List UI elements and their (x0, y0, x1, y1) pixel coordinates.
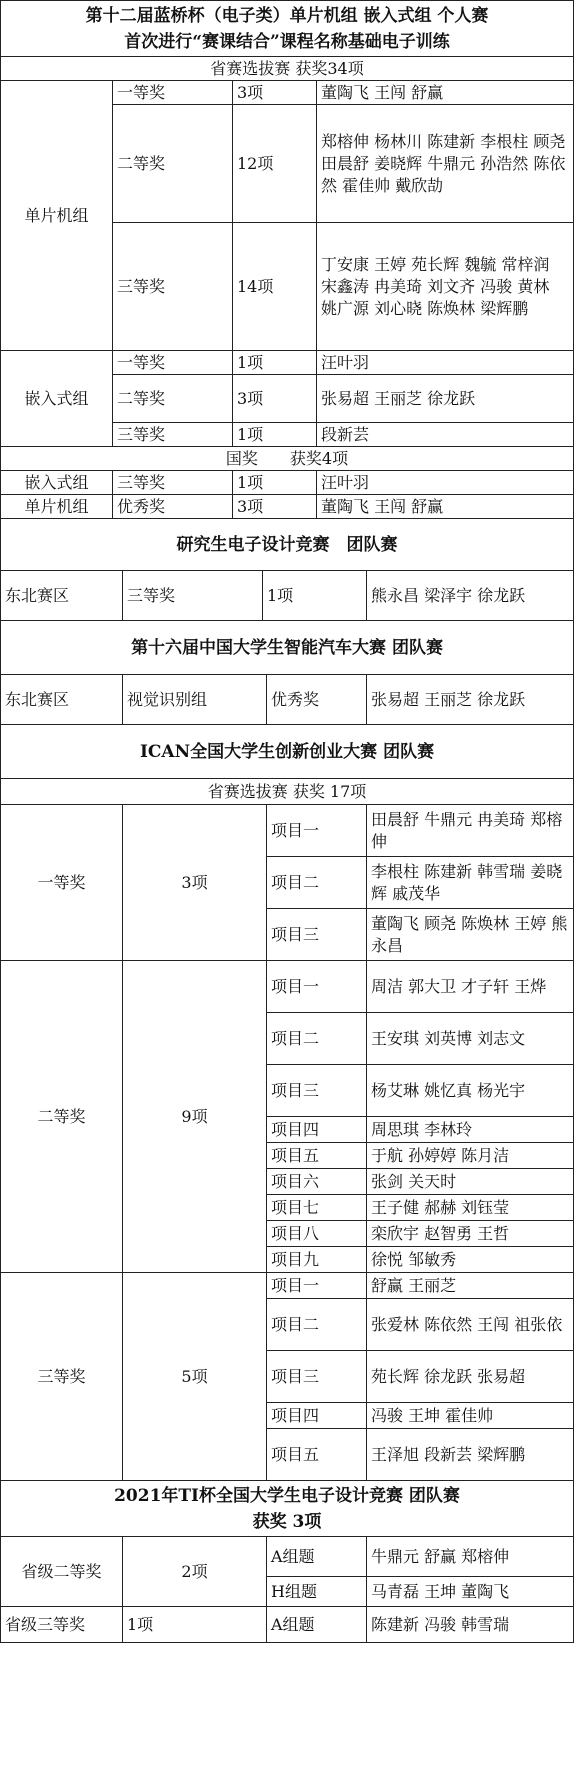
award-count: 1项 (233, 423, 317, 447)
award-level: 二等奖 (113, 375, 233, 423)
project-members: 冯骏 王坤 霍佳帅 (367, 1403, 574, 1429)
title-line-2: 获奖 3项 (252, 1511, 322, 1532)
project-members: 徐悦 邹敏秀 (367, 1247, 574, 1273)
national-header: 国奖 获奖4项 (1, 447, 574, 471)
project-members: 张剑 关天时 (367, 1169, 574, 1195)
project-members: 舒赢 王丽芝 (367, 1273, 574, 1299)
award-count: 1项 (233, 351, 317, 375)
project-members: 栾欣宇 赵智勇 王哲 (367, 1221, 574, 1247)
ti-cup-table (0, 1480, 574, 1643)
smart-car-table (0, 620, 574, 725)
award-count: 3项 (123, 805, 267, 961)
group-name: 单片机组 (1, 495, 113, 519)
project-name: 项目三 (267, 909, 367, 961)
award-level: 二等奖 (113, 105, 233, 223)
section-title: 研究生电子设计竞赛 团队赛 (1, 519, 574, 571)
team-members: 陈建新 冯骏 韩雪瑞 (367, 1607, 574, 1643)
award-names: 张易超 王丽芝 徐龙跃 (317, 375, 574, 423)
award-count: 12项 (233, 105, 317, 223)
project-name: 项目四 (267, 1117, 367, 1143)
project-members: 李根柱 陈建新 韩雪瑞 姜晓辉 戚茂华 (367, 857, 574, 909)
award-level: 优秀奖 (113, 495, 233, 519)
section-title (1, 1, 574, 57)
award-names: 董陶飞 王闯 舒赢 (317, 81, 574, 105)
project-name: 项目一 (267, 961, 367, 1013)
award-count: 5项 (123, 1273, 267, 1481)
ican-contest-table (0, 724, 574, 1481)
provincial-header: 省赛选拔赛 获奖 17项 (1, 779, 574, 805)
project-name: 项目三 (267, 1351, 367, 1403)
project-members: 董陶飞 顾尧 陈焕林 王婷 熊永昌 (367, 909, 574, 961)
project-members: 田晨舒 牛鼎元 冉美琦 郑榕伸 (367, 805, 574, 857)
award-level: 三等奖 (113, 471, 233, 495)
award-count: 14项 (233, 223, 317, 351)
topic: A组题 (267, 1537, 367, 1577)
project-members: 于航 孙婷婷 陈月洁 (367, 1143, 574, 1169)
award-count: 1项 (263, 571, 367, 621)
award-count: 1项 (233, 471, 317, 495)
project-name: 项目二 (267, 1299, 367, 1351)
project-members: 周洁 郭大卫 才子轩 王烨 (367, 961, 574, 1013)
lanqiao-cup-table (0, 0, 574, 519)
award-count: 9项 (123, 961, 267, 1273)
project-name: 项目一 (267, 1273, 367, 1299)
topic: H组题 (267, 1577, 367, 1607)
award-names: 段新芸 (317, 423, 574, 447)
award-level: 省级三等奖 (1, 1607, 123, 1643)
award-level: 一等奖 (113, 81, 233, 105)
award-level: 省级二等奖 (1, 1537, 123, 1607)
award-count: 3项 (233, 375, 317, 423)
award-count: 2项 (123, 1537, 267, 1607)
project-name: 项目五 (267, 1429, 367, 1481)
project-name: 项目一 (267, 805, 367, 857)
section-title (1, 1481, 574, 1537)
group-name: 嵌入式组 (1, 471, 113, 495)
graduate-contest-table (0, 518, 574, 621)
group-name: 视觉识别组 (123, 675, 267, 725)
award-names: 董陶飞 王闯 舒赢 (317, 495, 574, 519)
project-members: 张爱林 陈依然 王闯 祖张依 (367, 1299, 574, 1351)
region: 东北赛区 (1, 571, 123, 621)
project-name: 项目七 (267, 1195, 367, 1221)
award-names: 汪叶羽 (317, 471, 574, 495)
award-names: 汪叶羽 (317, 351, 574, 375)
award-count: 3项 (233, 495, 317, 519)
project-members: 王子健 郝赫 刘钰莹 (367, 1195, 574, 1221)
section-title: 第十六届中国大学生智能汽车大赛 团队赛 (1, 621, 574, 675)
title-line-1: 第十二届蓝桥杯（电子类）单片机组 嵌入式组 个人赛 (85, 5, 489, 26)
award-level: 三等奖 (113, 223, 233, 351)
project-name: 项目五 (267, 1143, 367, 1169)
project-members: 王安琪 刘英博 刘志文 (367, 1013, 574, 1065)
award-count: 1项 (123, 1607, 267, 1643)
award-level: 二等奖 (1, 961, 123, 1273)
project-name: 项目二 (267, 857, 367, 909)
title-line-1: 2021年TI杯全国大学生电子设计竞赛 团队赛 (114, 1485, 460, 1506)
award-names: 郑榕伸 杨林川 陈建新 李根柱 顾尧 田晨舒 姜晓辉 牛鼎元 孙浩然 陈依然 霍佳帅 戴欣劼 (317, 105, 574, 223)
project-members: 苑长辉 徐龙跃 张易超 (367, 1351, 574, 1403)
team-members: 牛鼎元 舒赢 郑榕伸 (367, 1537, 574, 1577)
title-line-2: 首次进行“赛课结合”课程名称基础电子训练 (124, 31, 450, 52)
provincial-header: 省赛选拔赛 获奖34项 (1, 57, 574, 81)
award-count: 3项 (233, 81, 317, 105)
project-name: 项目九 (267, 1247, 367, 1273)
award-level: 三等奖 (1, 1273, 123, 1481)
project-members: 杨艾琳 姚忆真 杨光宇 (367, 1065, 574, 1117)
award-level: 三等奖 (123, 571, 263, 621)
project-name: 项目八 (267, 1221, 367, 1247)
award-level: 三等奖 (113, 423, 233, 447)
section-title: ICAN全国大学生创新创业大赛 团队赛 (1, 725, 574, 779)
region: 东北赛区 (1, 675, 123, 725)
project-members: 周思琪 李林玲 (367, 1117, 574, 1143)
award-names: 熊永昌 梁泽宇 徐龙跃 (367, 571, 574, 621)
project-name: 项目三 (267, 1065, 367, 1117)
project-name: 项目四 (267, 1403, 367, 1429)
project-name: 项目六 (267, 1169, 367, 1195)
team-members: 马青磊 王坤 董陶飞 (367, 1577, 574, 1607)
project-name: 项目二 (267, 1013, 367, 1065)
award-level: 一等奖 (1, 805, 123, 961)
award-level: 一等奖 (113, 351, 233, 375)
award-names: 张易超 王丽芝 徐龙跃 (367, 675, 574, 725)
group-name: 嵌入式组 (1, 351, 113, 447)
award-names: 丁安康 王婷 苑长辉 魏毓 常梓润 宋鑫涛 冉美琦 刘文齐 冯骏 黄林 姚广源 刘心晓 陈焕林 梁辉鹏 (317, 223, 574, 351)
project-members: 王泽旭 段新芸 梁辉鹏 (367, 1429, 574, 1481)
award-level: 优秀奖 (267, 675, 367, 725)
topic: A组题 (267, 1607, 367, 1643)
group-name: 单片机组 (1, 81, 113, 351)
